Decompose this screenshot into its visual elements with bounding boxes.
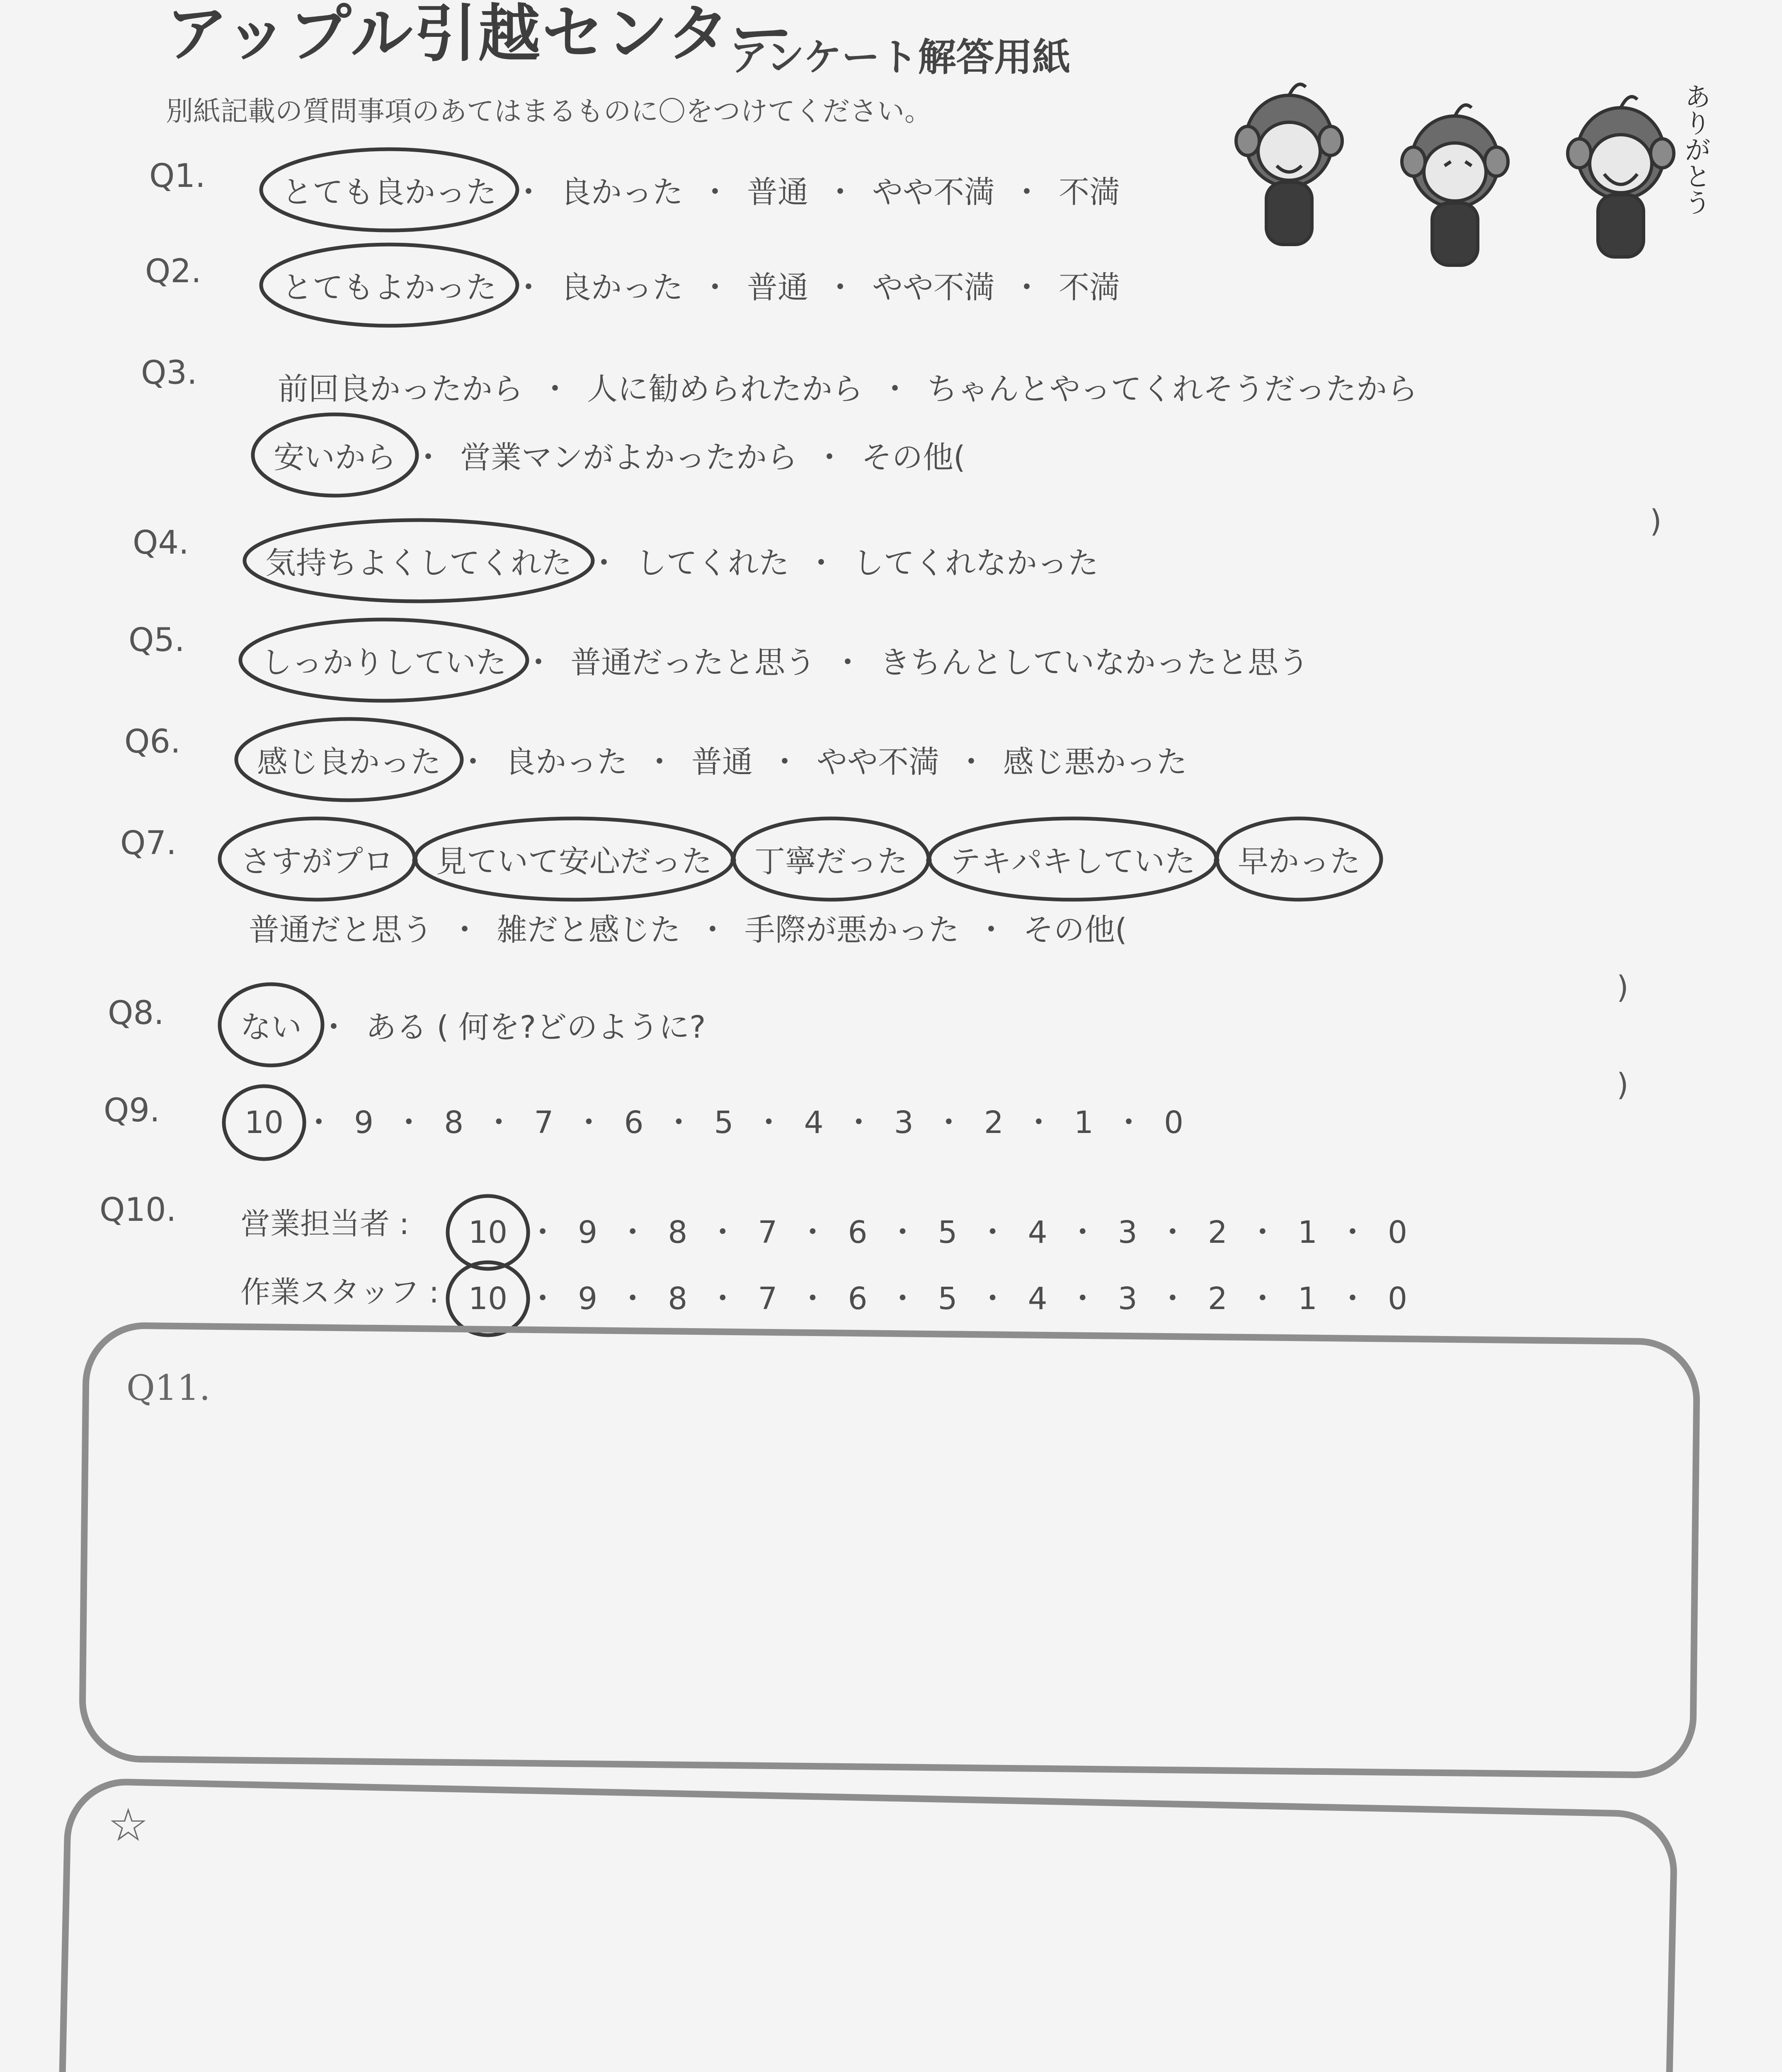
q3-close-paren: )	[1650, 503, 1662, 539]
pen-circle	[261, 149, 517, 230]
option-separator: ・	[753, 1105, 784, 1140]
q9-option[interactable]: 4	[804, 1105, 824, 1140]
q4-option[interactable]: してくれた	[636, 545, 789, 581]
q9-option[interactable]: 9	[354, 1105, 374, 1140]
q9-option[interactable]: 8	[444, 1105, 464, 1140]
option-separator: ・	[1247, 1281, 1278, 1317]
q3a-option[interactable]: 人に勧められたから	[587, 371, 863, 407]
q6-option[interactable]: やや不満	[817, 744, 939, 780]
option-separator: ・	[318, 1009, 349, 1045]
option-separator: ・	[1011, 270, 1042, 305]
q10a-option[interactable]: 3	[1118, 1215, 1137, 1250]
option-separator: ・	[797, 1215, 828, 1250]
option-separator: ・	[880, 371, 910, 407]
option-separator: ・	[1113, 1105, 1144, 1140]
option-separator: ・	[825, 270, 856, 305]
q7b-option[interactable]: 普通だと思う	[249, 912, 433, 948]
option-separator: ・	[887, 1281, 918, 1317]
q6-option[interactable]: 良かった	[505, 744, 628, 780]
q7-label: Q7.	[120, 825, 177, 862]
option-separator: ・	[458, 744, 488, 780]
option-separator: ・	[527, 1281, 558, 1317]
q9-option[interactable]: 1	[1074, 1105, 1094, 1140]
option-separator: ・	[617, 1215, 648, 1250]
q7b-option[interactable]: 雑だと感じた	[497, 912, 681, 948]
q3a-option[interactable]: 前回良かったから	[278, 371, 523, 407]
q9-label: Q9.	[104, 1092, 160, 1129]
q7a-option[interactable]: テキパキしていた	[950, 844, 1195, 879]
q6-option[interactable]: 感じ良かった	[257, 744, 441, 780]
q7b-option[interactable]: その他(	[1023, 912, 1127, 948]
pen-circle	[236, 719, 462, 800]
q9-option[interactable]: 7	[534, 1105, 554, 1140]
q7a-option[interactable]: 見ていて安心だった	[436, 844, 712, 879]
option-separator: ・	[1201, 844, 1232, 879]
q9-option[interactable]: 6	[624, 1105, 644, 1140]
option-separator: ・	[400, 844, 430, 879]
instruction-text: 別紙記載の質問事項のあてはまるものに〇をつけてください。	[166, 95, 932, 127]
q10b-option[interactable]: 2	[1207, 1281, 1227, 1317]
q10b-option[interactable]: 8	[668, 1281, 688, 1317]
pen-circle	[261, 244, 517, 326]
option-separator: ・	[887, 1215, 918, 1250]
q8-option[interactable]: ある ( 何を?どのように?	[366, 1009, 706, 1045]
q8-label: Q8.	[108, 995, 164, 1032]
star-icon: ☆	[108, 1798, 149, 1852]
q10b-option[interactable]: 0	[1388, 1281, 1408, 1317]
q7b-option[interactable]: 手際が悪かった	[744, 912, 959, 948]
option-separator: ・	[914, 844, 944, 879]
option-separator: ・	[527, 1215, 558, 1250]
option-separator: ・	[663, 1105, 694, 1140]
q10b-option[interactable]: 10	[468, 1281, 508, 1317]
q10b-option[interactable]: 6	[848, 1281, 868, 1317]
star-comment-box[interactable]	[55, 1777, 1678, 2072]
pen-circle	[245, 520, 593, 601]
option-separator: ・	[814, 440, 845, 475]
pen-circle	[929, 818, 1216, 900]
option-separator: ・	[303, 1105, 335, 1140]
company-title: アップル引越センター	[166, 0, 795, 70]
option-separator: ・	[1157, 1281, 1188, 1317]
option-separator: ・	[483, 1105, 514, 1140]
q1-option[interactable]: やや不満	[872, 174, 995, 210]
option-separator: ・	[573, 1105, 604, 1140]
option-separator: ・	[825, 174, 856, 210]
option-separator: ・	[707, 1215, 738, 1250]
q1-option[interactable]: 不満	[1059, 174, 1120, 210]
option-separator: ・	[1157, 1215, 1188, 1250]
option-separator: ・	[1337, 1281, 1368, 1317]
q1-option[interactable]: 普通	[747, 174, 808, 210]
pen-circle	[448, 1196, 528, 1269]
q9-option[interactable]: 0	[1164, 1105, 1184, 1140]
q10a-option[interactable]: 7	[758, 1215, 778, 1250]
q11-label: Q11.	[126, 1368, 211, 1408]
q10b-option[interactable]: 4	[1028, 1281, 1047, 1317]
option-separator: ・	[449, 912, 480, 948]
option-separator: ・	[700, 270, 730, 305]
option-separator: ・	[832, 645, 863, 680]
q10a-option[interactable]: 4	[1028, 1215, 1047, 1250]
q6-option[interactable]: 感じ悪かった	[1003, 744, 1187, 780]
q10a-option[interactable]: 10	[468, 1215, 508, 1250]
option-separator: ・	[1067, 1281, 1098, 1317]
option-separator: ・	[707, 1281, 738, 1317]
q5-option[interactable]: 普通だったと思う	[570, 645, 816, 680]
option-separator: ・	[513, 270, 544, 305]
form-title: アンケート解答用紙	[730, 35, 1071, 80]
option-separator: ・	[1337, 1215, 1368, 1250]
q10b-option[interactable]: 5	[938, 1281, 958, 1317]
q2-option[interactable]: 良かった	[560, 270, 683, 305]
option-separator: ・	[933, 1105, 964, 1140]
q8-option[interactable]: ない	[240, 1009, 302, 1045]
option-separator: ・	[1011, 174, 1042, 210]
q6-option[interactable]: 普通	[691, 744, 753, 780]
pen-circle	[224, 1086, 304, 1159]
pen-circle	[240, 620, 527, 701]
q3b-option[interactable]: 安いから	[274, 440, 396, 475]
option-separator: ・	[797, 1281, 828, 1317]
q5-option[interactable]: きちんとしていなかったと思う	[880, 645, 1309, 680]
q7a-option[interactable]: 丁寧だった	[754, 844, 908, 879]
option-separator: ・	[697, 912, 728, 948]
pen-circle	[253, 414, 417, 496]
pen-circle	[415, 818, 733, 900]
q9-option[interactable]: 10	[245, 1105, 284, 1140]
q10a-option[interactable]: 0	[1388, 1215, 1408, 1250]
q11-answer-box[interactable]	[79, 1322, 1701, 1779]
q4-label: Q4.	[133, 524, 189, 562]
option-separator: ・	[718, 844, 749, 879]
pen-circle	[734, 818, 929, 900]
pen-circle	[220, 818, 415, 900]
q9-option[interactable]: 5	[714, 1105, 734, 1140]
q4-option[interactable]: 気持ちよくしてくれた	[265, 545, 572, 581]
q5-option[interactable]: しっかりしていた	[261, 645, 507, 680]
option-separator: ・	[413, 440, 444, 475]
option-separator: ・	[513, 174, 544, 210]
pen-circle	[448, 1262, 528, 1335]
q10a-option[interactable]: 6	[848, 1215, 868, 1250]
q10a-option[interactable]: 1	[1297, 1215, 1318, 1250]
option-separator: ・	[523, 645, 554, 680]
q1-option[interactable]: とても良かった	[282, 174, 497, 210]
option-separator: ・	[1023, 1105, 1054, 1140]
q3b-option[interactable]: その他(	[861, 440, 965, 475]
option-separator: ・	[976, 912, 1006, 948]
q10a-option[interactable]: 9	[578, 1215, 598, 1250]
option-separator: ・	[1067, 1215, 1098, 1250]
option-separator: ・	[540, 371, 570, 407]
option-separator: ・	[617, 1281, 648, 1317]
q10a-option[interactable]: 2	[1207, 1215, 1227, 1250]
svg-text:ありがとう: ありがとう	[1680, 83, 1711, 215]
q7a-option[interactable]: さすがプロ	[240, 844, 394, 879]
q2-option[interactable]: とてもよかった	[282, 270, 497, 305]
option-separator: ・	[977, 1281, 1008, 1317]
q10-staff-label: 作業スタッフ :	[240, 1275, 439, 1310]
q10-label: Q10.	[99, 1191, 177, 1229]
pen-circle	[1217, 818, 1381, 900]
option-separator: ・	[1247, 1215, 1278, 1250]
q2-option[interactable]: 不満	[1059, 270, 1120, 305]
q8-close-paren: )	[1617, 1067, 1629, 1103]
q3b-option[interactable]: 営業マンがよかったから	[460, 440, 798, 475]
q1-label: Q1.	[149, 157, 206, 195]
q7-close-paren: )	[1617, 970, 1629, 1005]
q10-sales-label: 営業担当者 :	[240, 1206, 410, 1241]
option-separator: ・	[843, 1105, 874, 1140]
q6-label: Q6.	[124, 723, 181, 760]
option-separator: ・	[589, 545, 619, 581]
option-separator: ・	[956, 744, 987, 780]
option-separator: ・	[769, 744, 800, 780]
q9-option[interactable]: 3	[894, 1105, 914, 1140]
q1-option[interactable]: 良かった	[560, 174, 683, 210]
q3a-option[interactable]: ちゃんとやってくれそうだったから	[927, 371, 1418, 407]
option-separator: ・	[393, 1105, 424, 1140]
q10a-option[interactable]: 8	[668, 1215, 688, 1250]
q2-option[interactable]: 普通	[747, 270, 808, 305]
option-separator: ・	[644, 744, 675, 780]
q10b-option[interactable]: 7	[758, 1281, 778, 1317]
q9-option[interactable]: 2	[984, 1105, 1004, 1140]
q10a-option[interactable]: 5	[938, 1215, 958, 1250]
q2-option[interactable]: やや不満	[872, 270, 995, 305]
q3-label: Q3.	[141, 354, 197, 392]
q10b-option[interactable]: 3	[1118, 1281, 1137, 1317]
option-separator: ・	[977, 1215, 1008, 1250]
option-separator: ・	[806, 545, 836, 581]
q5-label: Q5.	[128, 622, 185, 659]
pen-circle	[220, 984, 322, 1065]
q7a-option[interactable]: 早かった	[1238, 844, 1360, 879]
option-separator: ・	[700, 174, 730, 210]
q4-option[interactable]: してくれなかった	[853, 545, 1098, 581]
q2-label: Q2.	[145, 253, 201, 290]
q10b-option[interactable]: 9	[578, 1281, 598, 1317]
q10b-option[interactable]: 1	[1297, 1281, 1318, 1317]
